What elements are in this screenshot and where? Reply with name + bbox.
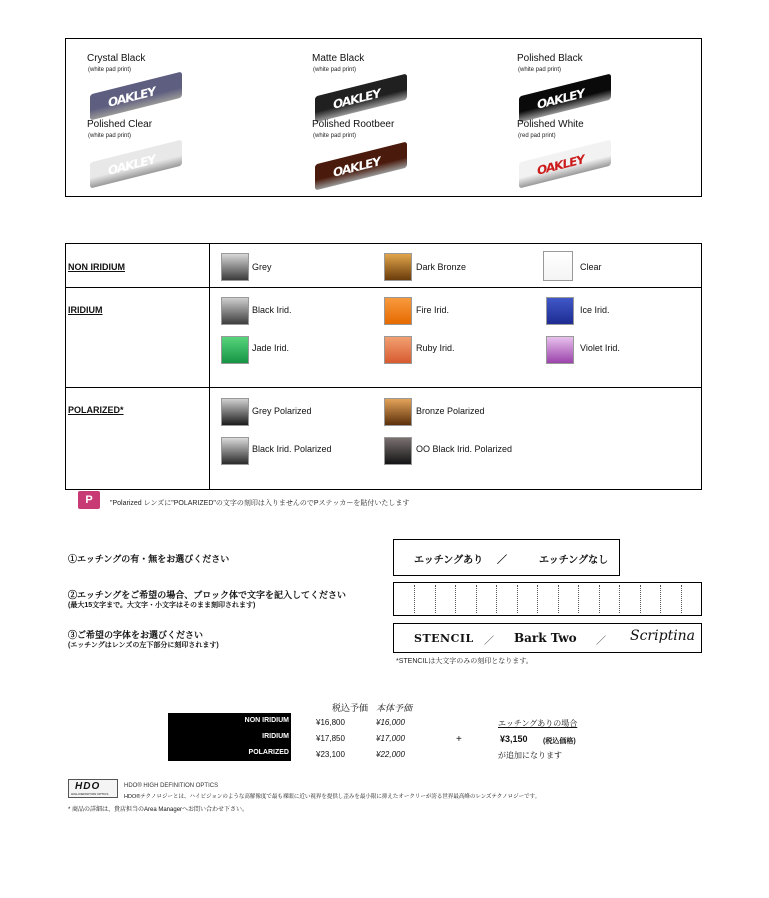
hdo-title: HDO® HIGH DEFINITION OPTICS: [124, 783, 219, 789]
lens-name: Violet Irid.: [580, 343, 620, 353]
base-price: ¥16,000: [376, 718, 405, 727]
etching-price-title: エッチングありの場合: [498, 719, 578, 728]
price-category-label: POLARIZED: [248, 749, 289, 756]
lens-name: Jade Irid.: [252, 343, 290, 353]
frame-colors-panel: [65, 38, 702, 197]
oakley-logo: OAKLEY: [537, 152, 584, 178]
header-base-price: 本体予価: [376, 703, 413, 713]
char-cell-divider: [640, 585, 641, 613]
lens-swatch-black-irid: [221, 297, 249, 325]
char-cell-divider: [414, 585, 415, 613]
retail-price: ¥23,100: [316, 750, 345, 759]
frame-name: Matte Black: [312, 53, 365, 64]
font-option-bark-two[interactable]: Bark Two: [514, 631, 577, 645]
lens-name: Ice Irid.: [580, 305, 610, 315]
oakley-logo: OAKLEY: [537, 86, 584, 112]
lens-swatch-grey-polarized: [221, 398, 249, 426]
char-cell-divider: [578, 585, 579, 613]
frame-note: (red pad print): [518, 133, 556, 139]
category-polarized: POLARIZED*: [68, 405, 124, 415]
question-etching-text-sub: (最大15文字まで。大文字・小文字はそのまま刻印されます): [68, 602, 256, 609]
question-etching: ①エッチングの有・無をお選びください: [68, 554, 230, 564]
lens-swatch-oo-black-irid-polarized: [384, 437, 412, 465]
font-option-scriptina[interactable]: Scriptina: [630, 628, 696, 644]
etching-price-note: が追加になります: [498, 751, 562, 760]
retail-price: ¥17,850: [316, 734, 345, 743]
hdo-description: HDO®テクノロジーとは、ハイビジョンのような高解像度で最も裸眼に近い視界を提供し歪みを最小限に抑えたオークリーが誇る世界最高峰のレンズテクノロジーです。: [124, 794, 541, 800]
frame-note: (white pad print): [313, 133, 357, 139]
lens-name: Black Irid. Polarized: [252, 444, 332, 454]
char-cell-divider: [599, 585, 600, 613]
lens-swatch-ruby-irid: [384, 336, 412, 364]
font-note: *STENCILは大文字のみの刻印となります。: [396, 658, 533, 665]
char-cell-divider: [517, 585, 518, 613]
separator: ／: [497, 555, 507, 566]
etching-price-tax: (税込価格): [543, 738, 576, 745]
lens-name: Black Irid.: [252, 305, 292, 315]
lens-name: Fire Irid.: [416, 305, 450, 315]
lens-swatch-fire-irid: [384, 297, 412, 325]
lens-name: OO Black Irid. Polarized: [416, 444, 513, 454]
price-category-label: NON IRIDIUM: [244, 717, 289, 724]
polarized-note: "Polarized レンズに"POLARIZED"の文字の刻印は入りませんのでPステッカーを貼付いたします: [110, 500, 410, 507]
frame-name: Polished Black: [517, 53, 583, 64]
char-cell-divider: [435, 585, 436, 613]
hdo-logo: [68, 779, 118, 798]
etching-yes-option[interactable]: エッチングあり: [414, 555, 484, 566]
font-option-stencil[interactable]: STENCIL: [414, 632, 474, 645]
oakley-logo: OAKLEY: [333, 154, 380, 180]
question-font-sub: (エッチングはレンズの左下部分に刻印されます): [68, 642, 219, 649]
lens-swatch-black-irid-polarized: [221, 437, 249, 465]
lens-swatch-clear: [543, 251, 573, 281]
table-divider: [66, 287, 701, 288]
char-cell-divider: [476, 585, 477, 613]
char-cell-divider: [681, 585, 682, 613]
price-category-label: IRIDIUM: [262, 733, 289, 740]
lens-swatch-violet-irid: [546, 336, 574, 364]
lens-swatch-grey: [221, 253, 249, 281]
lens-swatch-jade-irid: [221, 336, 249, 364]
header-retail-price: 税込予価: [332, 703, 369, 713]
frame-name: Polished White: [517, 119, 584, 130]
lens-name: Bronze Polarized: [416, 406, 485, 416]
char-cell-divider: [660, 585, 661, 613]
frame-note: (white pad print): [88, 133, 132, 139]
frame-image-matte-black: [315, 74, 407, 123]
char-cell-divider: [455, 585, 456, 613]
char-cell-divider: [537, 585, 538, 613]
lens-swatch-bronze-polarized: [384, 398, 412, 426]
category-non-iridium: NON IRIDIUM: [68, 262, 125, 272]
char-cell-divider: [496, 585, 497, 613]
frame-note: (white pad print): [313, 67, 357, 73]
etching-text-input[interactable]: [393, 582, 702, 616]
frame-image-polished-rootbeer: [315, 142, 407, 191]
hdo-logo-text: HDO: [75, 781, 101, 792]
plus-sign: +: [456, 734, 462, 745]
lens-swatch-ice-irid: [546, 297, 574, 325]
frame-image-crystal-black: [90, 72, 182, 121]
lens-swatch-dark-bronze: [384, 253, 412, 281]
frame-note: (white pad print): [88, 67, 132, 73]
etching-no-option[interactable]: エッチングなし: [539, 555, 609, 566]
lens-name: Grey: [252, 262, 272, 272]
frame-name: Crystal Black: [87, 53, 146, 64]
frame-note: (white pad print): [518, 67, 562, 73]
table-divider: [209, 244, 210, 489]
separator: ／: [596, 636, 606, 647]
base-price: ¥17,000: [376, 734, 405, 743]
etching-choice-box: [393, 539, 620, 576]
char-cell-divider: [619, 585, 620, 613]
question-font: ③ご希望の字体をお選びください: [68, 630, 204, 640]
char-cell-divider: [558, 585, 559, 613]
lens-name: Grey Polarized: [252, 406, 312, 416]
footnote: * 商品の詳細は、貴店担当のArea Managerへお問い合わせ下さい。: [68, 807, 249, 813]
lens-name: Ruby Irid.: [416, 343, 455, 353]
polarized-sticker-icon: P: [78, 491, 100, 509]
hdo-logo-subtext: HIGH DEFINITION OPTICS: [71, 792, 109, 796]
question-etching-text: ②エッチングをご希望の場合、ブロック体で文字を記入してください: [68, 590, 347, 600]
separator: ／: [484, 636, 494, 647]
oakley-logo: OAKLEY: [333, 86, 380, 112]
price-category-bar: [168, 713, 291, 761]
table-divider: [66, 387, 701, 388]
lens-name: Dark Bronze: [416, 262, 467, 272]
oakley-logo: OAKLEY: [108, 84, 155, 110]
lens-name: Clear: [580, 262, 602, 272]
base-price: ¥22,000: [376, 750, 405, 759]
frame-image-polished-white: [519, 140, 611, 189]
font-choice-box: [393, 623, 702, 653]
frame-name: Polished Clear: [87, 119, 153, 130]
category-iridium: IRIDIUM: [68, 305, 103, 315]
frame-image-polished-black: [519, 74, 611, 123]
oakley-logo: OAKLEY: [108, 152, 155, 178]
lens-colors-table: [65, 243, 702, 490]
retail-price: ¥16,800: [316, 718, 345, 727]
frame-name: Polished Rootbeer: [312, 119, 395, 130]
etching-price: ¥3,150: [500, 734, 528, 744]
frame-image-polished-clear: [90, 140, 182, 189]
